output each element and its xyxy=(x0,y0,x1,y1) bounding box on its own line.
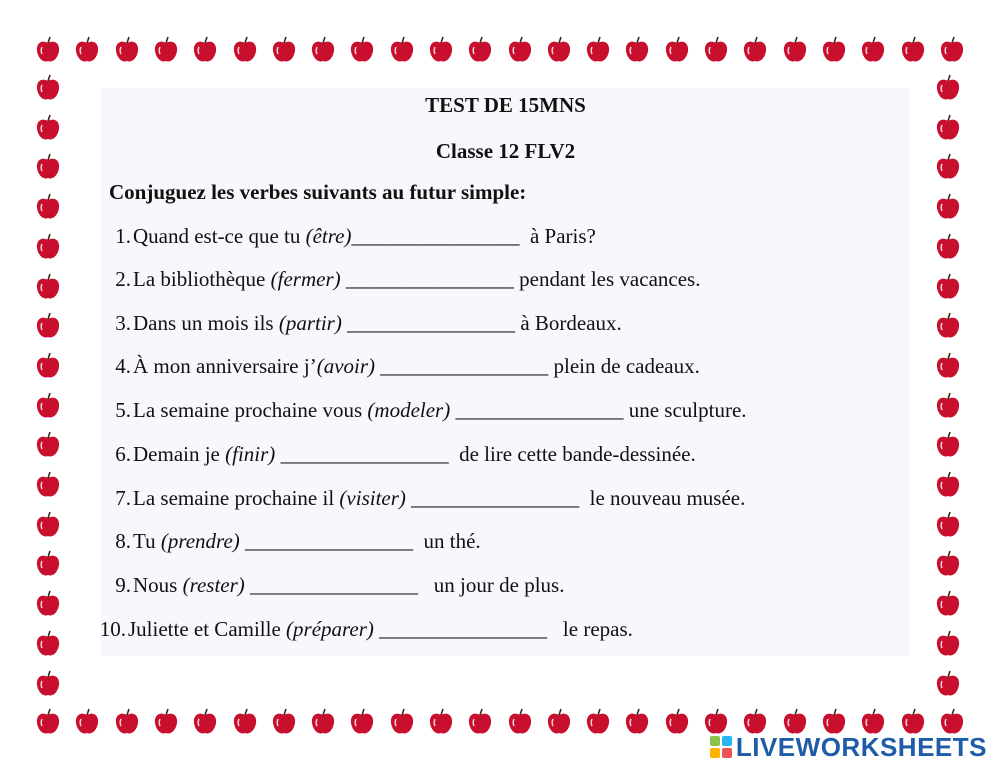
apple-icon xyxy=(821,36,847,64)
question-number: 2. xyxy=(115,267,131,291)
logo-square xyxy=(710,748,720,758)
apple-icon xyxy=(35,114,61,142)
question-text-before: La semaine prochaine il xyxy=(133,486,340,510)
apple-icon xyxy=(35,153,61,181)
apple-icon xyxy=(935,670,961,698)
apple-icon xyxy=(35,392,61,420)
question-item xyxy=(101,573,564,603)
apple-icon xyxy=(935,193,961,221)
apple-icon xyxy=(664,36,690,64)
apple-icon xyxy=(935,114,961,142)
apple-icon xyxy=(935,233,961,261)
apple-icon xyxy=(624,36,650,64)
question-number: 1. xyxy=(115,224,131,248)
apple-icon xyxy=(703,708,729,736)
question-number: 8. xyxy=(115,529,131,553)
question-number: 9. xyxy=(115,573,131,597)
question-verb: (avoir) xyxy=(316,354,376,378)
question-text-before: La semaine prochaine vous xyxy=(133,398,368,422)
apple-icon xyxy=(664,708,690,736)
question-number: 6. xyxy=(115,442,131,466)
apple-icon xyxy=(935,153,961,181)
apple-icon xyxy=(467,36,493,64)
apple-icon xyxy=(585,708,611,736)
logo-mark-icon xyxy=(710,736,732,758)
apple-icon xyxy=(935,312,961,340)
apple-icon xyxy=(742,36,768,64)
apple-icon xyxy=(935,630,961,658)
apple-icon xyxy=(935,550,961,578)
question-verb: (fermer) xyxy=(270,267,341,291)
question-item xyxy=(101,442,696,472)
logo-square xyxy=(722,736,732,746)
answer-blank[interactable]: ________________ xyxy=(351,224,520,248)
question-verb: (visiter) xyxy=(339,486,406,510)
question-number: 10. xyxy=(99,617,126,641)
question-text-before: Quand est-ce que tu xyxy=(133,224,306,248)
apple-icon xyxy=(546,708,572,736)
apple-icon xyxy=(546,36,572,64)
question-text-before: Dans un mois ils xyxy=(133,311,279,335)
apple-icon xyxy=(585,36,611,64)
apple-icon xyxy=(35,550,61,578)
answer-blank[interactable]: ________________ xyxy=(280,442,449,466)
question-verb: (modeler) xyxy=(367,398,451,422)
apple-icon xyxy=(935,273,961,301)
apple-icon xyxy=(153,36,179,64)
answer-blank[interactable]: ________________ xyxy=(379,617,548,641)
apple-icon xyxy=(35,511,61,539)
apple-icon xyxy=(271,708,297,736)
apple-icon xyxy=(428,36,454,64)
apple-icon xyxy=(935,590,961,618)
apple-icon xyxy=(35,233,61,261)
apple-icon xyxy=(35,352,61,380)
apple-icon xyxy=(153,708,179,736)
apple-icon xyxy=(935,431,961,459)
apple-icon xyxy=(35,471,61,499)
question-verb: (rester) xyxy=(182,573,245,597)
logo-square xyxy=(722,748,732,758)
apple-icon xyxy=(900,36,926,64)
question-number: 4. xyxy=(115,354,131,378)
question-text-after: une sculpture. xyxy=(623,398,747,422)
instruction: Conjuguez les verbes suivants au futur simple: xyxy=(109,180,527,204)
apple-icon xyxy=(935,74,961,102)
question-text-before: Tu xyxy=(133,529,161,553)
question-verb: (finir) xyxy=(225,442,276,466)
question-text-before: Nous xyxy=(133,573,183,597)
apple-icon xyxy=(935,511,961,539)
question-item xyxy=(101,529,481,559)
answer-blank[interactable]: ________________ xyxy=(347,311,516,335)
apple-icon xyxy=(74,36,100,64)
apple-icon xyxy=(35,74,61,102)
question-verb: (partir) xyxy=(278,311,342,335)
apple-icon xyxy=(507,708,533,736)
apple-icon xyxy=(939,36,965,64)
question-text-after: le repas. xyxy=(547,617,633,641)
answer-blank[interactable]: ________________ xyxy=(380,354,549,378)
logo-text: LIVEWORKSHEETS xyxy=(735,731,987,762)
apple-icon xyxy=(74,708,100,736)
apple-icon xyxy=(935,392,961,420)
question-text-after: un thé. xyxy=(413,529,481,553)
apple-icon xyxy=(935,352,961,380)
apple-icon xyxy=(271,36,297,64)
question-text-after: à Bordeaux. xyxy=(515,311,622,335)
apple-icon xyxy=(35,312,61,340)
question-item xyxy=(101,267,700,297)
apple-icon xyxy=(860,36,886,64)
question-number: 3. xyxy=(115,311,131,335)
answer-blank[interactable]: ________________ xyxy=(345,267,514,291)
apple-icon xyxy=(114,708,140,736)
apple-icon xyxy=(35,193,61,221)
question-item xyxy=(96,617,633,647)
apple-icon xyxy=(192,708,218,736)
apple-icon xyxy=(114,36,140,64)
worksheet-title: TEST DE 15MNS xyxy=(425,93,586,117)
apple-icon xyxy=(35,431,61,459)
question-item xyxy=(101,354,700,384)
apple-icon xyxy=(624,708,650,736)
question-text-before: À mon anniversaire j’ xyxy=(133,354,317,378)
question-text-after: de lire cette bande-dessinée. xyxy=(448,442,696,466)
question-text-before: Demain je xyxy=(133,442,226,466)
apple-icon xyxy=(467,708,493,736)
apple-icon xyxy=(35,630,61,658)
apple-icon xyxy=(703,36,729,64)
question-item xyxy=(101,311,622,341)
answer-blank[interactable]: ________________ xyxy=(250,573,419,597)
answer-blank[interactable]: ________________ xyxy=(411,486,580,510)
apple-icon xyxy=(428,708,454,736)
question-text-before: Juliette et Camille xyxy=(128,617,287,641)
worksheet-subtitle: Classe 12 FLV2 xyxy=(435,139,576,163)
liveworksheets-logo xyxy=(710,733,987,761)
apple-icon xyxy=(507,36,533,64)
apple-icon xyxy=(389,708,415,736)
apple-icon xyxy=(35,273,61,301)
apple-icon xyxy=(35,670,61,698)
question-text-after: à Paris? xyxy=(519,224,596,248)
apple-icon xyxy=(349,708,375,736)
apple-icon xyxy=(935,471,961,499)
question-text-after: le nouveau musée. xyxy=(579,486,746,510)
question-verb: (prendre) xyxy=(160,529,240,553)
apple-icon xyxy=(782,36,808,64)
question-item xyxy=(101,224,596,254)
question-item xyxy=(101,398,747,428)
apple-icon xyxy=(389,36,415,64)
apple-icon xyxy=(35,590,61,618)
apple-icon xyxy=(310,708,336,736)
question-number: 5. xyxy=(115,398,131,422)
question-verb: (être) xyxy=(305,224,352,248)
question-text-before: La bibliothèque xyxy=(133,267,271,291)
question-number: 7. xyxy=(115,486,131,510)
apple-icon xyxy=(192,36,218,64)
apple-icon xyxy=(232,708,258,736)
apple-icon xyxy=(310,36,336,64)
question-text-after: plein de cadeaux. xyxy=(548,354,700,378)
question-verb: (préparer) xyxy=(286,617,374,641)
apple-icon xyxy=(35,36,61,64)
apple-icon xyxy=(35,708,61,736)
question-item xyxy=(101,486,745,516)
logo-square xyxy=(710,736,720,746)
answer-blank[interactable]: ________________ xyxy=(455,398,624,422)
question-text-after: un jour de plus. xyxy=(418,573,565,597)
answer-blank[interactable]: ________________ xyxy=(245,529,414,553)
apple-icon xyxy=(349,36,375,64)
worksheet xyxy=(101,88,910,656)
apple-icon xyxy=(232,36,258,64)
question-text-after: pendant les vacances. xyxy=(513,267,701,291)
